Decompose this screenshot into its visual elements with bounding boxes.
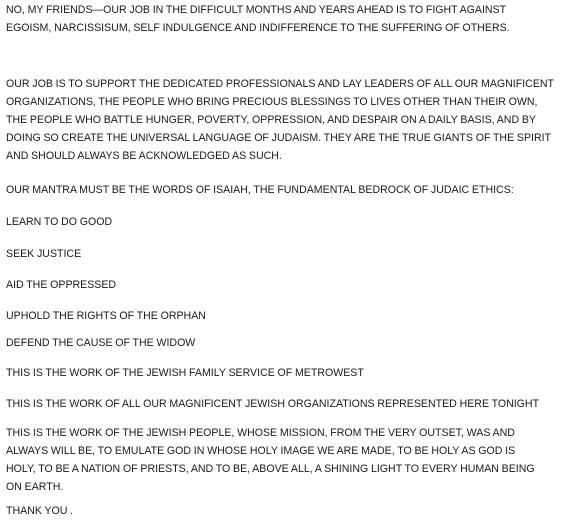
line-learn-to-do-good: LEARN TO DO GOOD <box>6 216 113 228</box>
paragraph-jewish-people: THIS IS THE WORK OF THE JEWISH PEOPLE, WHOSE MISSION, FROM THE VERY OUTSET, WAS AND ALWAYS WILL BE, TO EMULATE GOD IN WHOSE HOLY IMAGE WE ARE MADE, TO BE HOLY AS GOD IS HOLY, TO BE A NATION OF PRIESTS, AND TO BE, ABOVE ALL, A SHINING LIGHT TO EVERY HUMAN BEING ON EARTH. <box>6 427 535 493</box>
line-thank-you: THANK YOU . <box>6 505 74 517</box>
line-aid-the-oppressed: AID THE OPPRESSED <box>6 279 117 291</box>
paragraph-mantra: OUR MANTRA MUST BE THE WORDS OF ISAIAH, THE FUNDAMENTAL BEDROCK OF JUDAIC ETHICS: <box>6 184 514 196</box>
paragraph-our-job: OUR JOB IS TO SUPPORT THE DEDICATED PROFESSIONALS AND LAY LEADERS OF ALL OUR MAGNIFICENT ORGANIZATIONS, THE PEOPLE WHO BRING PRECIOUS BLESSINGS TO LIVES OTHER THAN THEIR OWN, THE PEOPLE WHO BATTLE HUNGER, POVERTY, OPPRESSION, AND DESPAIR ON A DAILY BASIS, AND BY DOING SO CREATE THE UNIVERSAL LANGUAGE OF JUDAISM. THEY ARE THE TRUE GIANTS OF THE SPIRIT AND SHOULD ALWAYS BE ACKNOWLEDGED AS SUCH. <box>6 78 555 162</box>
line-uphold-rights: UPHOLD THE RIGHTS OF THE ORPHAN <box>6 310 206 322</box>
line-work-organizations: THIS IS THE WORK OF ALL OUR MAGNIFICENT JEWISH ORGANIZATIONS REPRESENTED HERE TONIGHT <box>6 398 540 410</box>
paragraph-opening: NO, MY FRIENDS—OUR JOB IN THE DIFFICULT MONTHS AND YEARS AHEAD IS TO FIGHT AGAINST EGOISM, NARCISSISUM, SELF INDULGENCE AND INDIFFERENCE TO THE SUFFERING OF OTHERS. <box>6 4 510 34</box>
line-defend-widow: DEFEND THE CAUSE OF THE WIDOW <box>6 337 196 349</box>
line-work-jfs: THIS IS THE WORK OF THE JEWISH FAMILY SERVICE OF METROWEST <box>6 367 364 379</box>
line-seek-justice: SEEK JUSTICE <box>6 248 82 260</box>
